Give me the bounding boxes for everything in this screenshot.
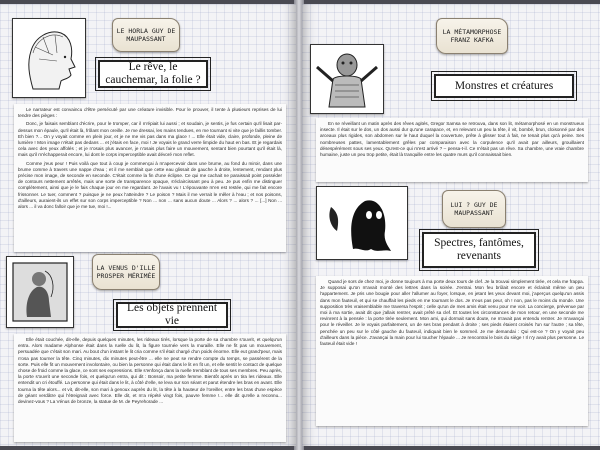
section-title-monstres — [434, 74, 574, 98]
scroll-line: MAUPASSANT — [454, 209, 494, 217]
left-page — [0, 4, 296, 446]
mirror-illustration — [6, 256, 74, 328]
scroll-line: LA MÉTAMORPHOSE — [442, 28, 502, 36]
source-scroll-venus — [92, 254, 160, 290]
section-title-reve — [98, 60, 208, 88]
section-title-spectres — [422, 232, 536, 268]
excerpt-paragraph: En se réveillant un matin après des rêves agités, Gregor Samsa se retrouva, dans son lit, métamorphosé en un monstrueux insecte. Il était sur le dos, un dos aussi dur qu'une carapace, et, en relevant un peu la tête, il vit, bombé, brun, cloisonné par des arceaux plus rigides, son abdomen sur le haut duquel la couverture, prête à glisser tout à fait, ne tenait plus qu'à peine. Ses nombreuses pattes, lamentablement grêles par comparaison avec la corpulence qu'il avait par ailleurs, grouillaient désespérément sous ses yeux. Qu'est-ce qui m'est arrivé ? – pensa-t-il. Ce n'était pas un rêve. Sa chambre, une vraie chambre humaine, juste un peu trop petite, était là tranquille entre les quatre murs qu'il connaissait bien. — [320, 121, 584, 158]
excerpt-venus — [14, 334, 286, 442]
section-title-text: Monstres et créatures — [454, 79, 554, 92]
source-scroll-lui — [442, 190, 506, 228]
section-title-text: Le rêve, le cauchemar, la folie ? — [105, 61, 201, 86]
scroll-line: PROSPER MÉRIMÉE — [96, 272, 156, 280]
ghost-illustration — [316, 186, 408, 260]
scroll-line: LUI ? GUY DE — [450, 201, 498, 209]
excerpt-paragraph: Elle était couchée, dit-elle, depuis quelques minutes, les rideaux tirés, lorsque la porte de sa chambre s'ouvrit, et quelqu'un entra. Alors madame Alphonse était dans la ruelle du lit, la figure tournée vers la muraille. Elle ne fit pas un mouvement, persuadée que c'était son mari. Au bout d'un instant le lit cria comme s'il était chargé d'un poids énorme. Elle eut grand'peur, mais n'osa pas tourner la tête. Cinq minutes, dix minutes peut-être ... elle ne peut se rendre compte du temps, se passèrent de la sorte. Puis elle fit un mouvement involontaire, ou bien la personne qui était dans le lit en fit un, et elle sentit le contact de quelque chose de froid comme la glace, ce sont ses expressions. Elle s'enfonça dans la ruelle tremblant de tous ses membres. Peu après, la porte s'ouvrit une seconde fois, et quelqu'un entra, qui dit : Bonsoir, ma petite femme. Bientôt après on tira les rideaux. Elle entendit un cri étouffé. La personne qui était dans le lit, à côté d'elle, se leva sur son séant et parut étendre les bras en avant. Elle tourna la tête alors... et vit, dit-elle, son mari à genoux auprès du lit, la tête à la hauteur de l'oreiller, entre les bras d'une espèce de géant verdâtre qui l'étreignait avec force. Elle dit, et m'a répété vingt fois, pauvre femme !... elle dit qu'elle a reconnu... devinez-vous ? La Vénus de bronze, la statue de M. de Peyrehorade ... — [18, 337, 282, 405]
right-page — [302, 4, 600, 446]
excerpt-paragraph: Quand je sors de chez moi, je donne toujours à ma porte deux tours de clef. Je la trouvai simplement tirée, et cela me frappa. Je supposai qu'on m'avait monté des lettres dans la soirée. J'entrai. Mon feu brûlait encore et éclairait même un peu l'appartement. Je pris une bougie pour aller l'allumer au foyer, lorsque, en jetant les yeux devant moi, j'aperçus quelqu'un assis dans mon fauteuil, et qui se chauffait les pieds en me tournant le dos. Je n'eus pas peur, oh ! non, pas le moins du monde. Une supposition très vraisemblable me traversa l'esprit ; celle qu'un de mes amis était venu pour me voir. La concierge, prévenue par moi à ma sortie, avait dit que j'allais rentrer, avait prêté sa clef. Et toutes les circonstances de mon retour, en une seconde me revinrent à la pensée : la porte tirée seulement. Mon ami, qui dormait sans doute, ne m'avait pas entendu rentrer. Je m'avançai pour le réveiller. Je le voyais parfaitement, un de ses bras pendant à droite ; ses pieds étaient croisés l'un sur l'autre ; sa tête, penchée un peu sur le côté gauche du fauteuil, indiquait bien le sommeil. Je me demandai : Qui est-ce ? On y voyait peu d'ailleurs dans la pièce. J'avançai la main pour lui toucher l'épaule ... Je rencontrai le bois du siège ! Il n'y avait plus personne. Le fauteuil était vide ! — [320, 279, 584, 347]
excerpt-paragraph: Le narrateur est convaincu d'être persécuté par une créature invisible. Pour le prouver, il tente à plusieurs reprises de lui tendre des pièges : — [18, 107, 282, 119]
excerpt-metamorphose — [316, 118, 588, 182]
excerpt-paragraph: Donc, je faisais semblant d'écrire, pour le tromper, car il m'épiait lui aussi ; et soudain, je sentis, je fus certain qu'il lisait par-dessus mon épaule, qu'il était là, frôlant mon oreille. Je me dressai, les mains tendues, en me tournant si vite que je faillis tomber. Eh bien ?... On y voyait comme en plein jour, et je ne me vis pas dans ma glace ! ... Elle était vide, claire, profonde, pleine de lumière ! Mon image n'était pas dedans ... et j'étais en face, moi ! Je voyais le grand verre limpide du haut en bas. Et je regardais cela avec des yeux affolés ; et je n'osais plus avancer, je n'osais plus faire un mouvement, sentant bien pourtant qu'il était là, mais qu'il m'échapperait encore, lui dont le corps imperceptible avait dévoré mon reflet. — [18, 121, 282, 158]
scroll-line: LE HORLA GUY DE — [116, 27, 176, 35]
section-title-objets — [116, 302, 228, 328]
section-title-text: Les objets prennent vie — [126, 302, 218, 327]
scroll-line: FRANZ KAFKA — [450, 36, 494, 44]
scroll-line: LA VENUS D'ILLE — [96, 264, 156, 272]
phrenology-head-image — [12, 18, 86, 98]
section-title-text: Spectres, fantômes, revenants — [434, 237, 524, 262]
monster-illustration — [310, 44, 384, 114]
source-scroll-horla — [112, 18, 180, 52]
scroll-line: MAUPASSANT — [126, 35, 166, 43]
source-scroll-metamorphose — [436, 18, 508, 54]
excerpt-paragraph: Comme j'eus peur ! Puis voilà que tout à coup je commençai à m'apercevoir dans une brume, au fond du miroir, dans une brume comme à travers une nappe d'eau ; et il me semblait que cette eau glissait de gauche à droite, lentement, rendant plus précise mon image, de seconde en seconde. C'était comme la fin d'une éclipse. Ce qui me cachait ne paraissait point posséder de contours nettement arrêtés, mais une sorte de transparence opaque, s'éclaircissant peu à peu. Je pus enfin me distinguer complètement, ainsi que je le fais chaque jour en me regardant. Je l'avais vu ! L'épouvante m'en est restée, qui me fait encore frissonner. Le tuer, comment ? puisque je ne peux l'atteindre ? Le poison ? Mais il me verrait le mêler à l'eau ; et nos poisons, d'ailleurs, auraient-ils un effet sur son corps imperceptible ? Non ... non ... sans aucun doute ... Alors ? ... alors ? ... [...] Non ... alors ... il va donc falloir que je me tue, moi !... — [18, 160, 282, 210]
excerpt-lui — [316, 276, 588, 426]
excerpt-horla — [14, 104, 286, 252]
